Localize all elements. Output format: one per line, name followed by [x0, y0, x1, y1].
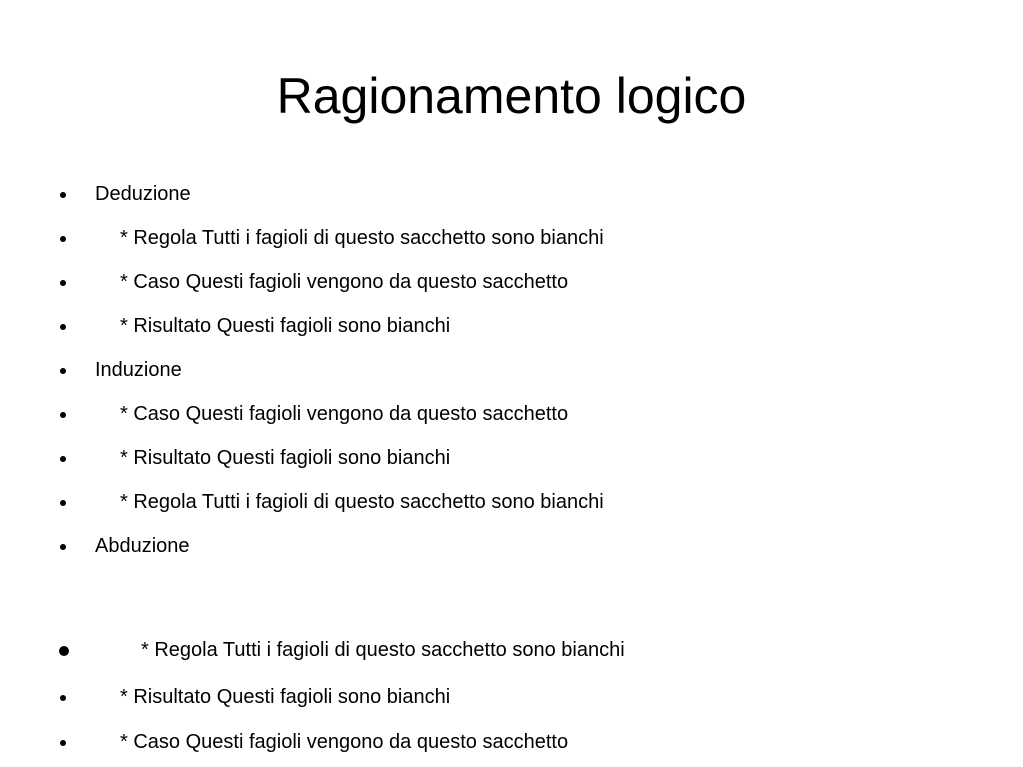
list-item — [0, 223, 1000, 253]
list-item-text: Abduzione — [95, 535, 190, 557]
list-item-text: * Risultato Questi fagioli sono bianchi — [120, 686, 451, 708]
list-item-text: * Regola Tutti i fagioli di questo sacchetto sono bianchi — [120, 491, 604, 513]
list-item — [0, 355, 1000, 385]
bullet-icon — [60, 456, 66, 462]
list-item — [0, 727, 1000, 757]
list-item — [0, 179, 1000, 209]
bullet-icon — [60, 236, 66, 242]
list-item-text: * Risultato Questi fagioli sono bianchi — [120, 315, 451, 337]
list-item-text: Deduzione — [95, 183, 191, 205]
bullet-icon — [60, 324, 66, 330]
list-item — [0, 443, 1000, 473]
list-item-text: * Caso Questi fagioli vengono da questo sacchetto — [120, 403, 569, 425]
bullet-icon — [60, 695, 66, 701]
list-item-text: * Risultato Questi fagioli sono bianchi — [120, 447, 451, 469]
list-item — [0, 531, 1000, 561]
bullet-icon — [60, 412, 66, 418]
list-item — [0, 311, 1000, 341]
bullet-icon — [60, 500, 66, 506]
list-item-text: * Regola Tutti i fagioli di questo sacchetto sono bianchi — [141, 639, 625, 661]
bullet-icon — [60, 280, 66, 286]
bullet-icon — [60, 192, 66, 198]
list-item — [0, 399, 1000, 429]
list-item-text: Induzione — [95, 359, 182, 381]
list-item-text: * Caso Questi fagioli vengono da questo sacchetto — [120, 271, 569, 293]
bullet-icon — [60, 740, 66, 746]
list-item — [0, 267, 1000, 297]
bullet-icon — [60, 544, 66, 550]
list-item-text: * Regola Tutti i fagioli di questo sacchetto sono bianchi — [120, 227, 604, 249]
bullet-icon — [60, 368, 66, 374]
list-item — [0, 635, 1000, 665]
list-item-text: * Caso Questi fagioli vengono da questo sacchetto — [120, 731, 569, 753]
list-item — [0, 682, 1000, 712]
bullet-icon — [59, 646, 69, 656]
list-item — [0, 487, 1000, 517]
slide-title: Ragionamento logico — [276, 68, 747, 124]
